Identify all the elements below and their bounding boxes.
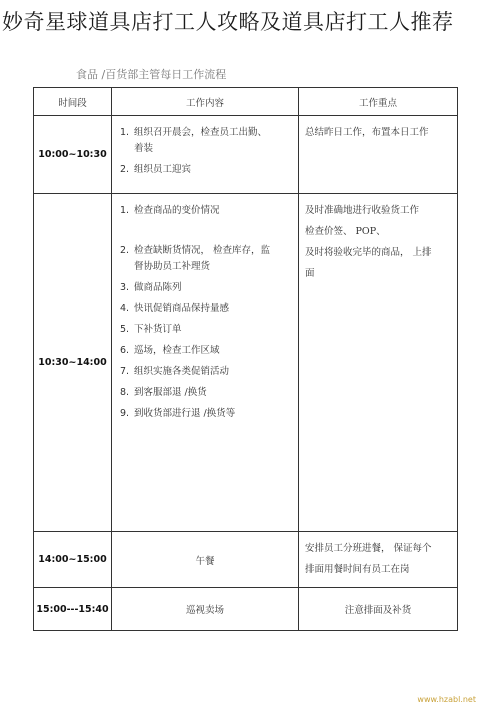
item-text: 组织召开晨会，检查员工出勤、: [134, 127, 268, 138]
item-text: 检查商品的变价情况: [134, 205, 220, 216]
content-cell: [112, 116, 299, 194]
list-item: [120, 406, 292, 422]
item-number: 7.: [120, 366, 130, 377]
item-text: 巡场，检查工作区域: [134, 345, 220, 356]
site-watermark: www.hzabl.net: [417, 695, 476, 704]
list-item: [120, 280, 292, 296]
content-cell: 午餐: [112, 532, 299, 588]
list-item: [120, 301, 292, 317]
item-number: 2.: [120, 164, 130, 175]
item-number: 1.: [120, 127, 130, 138]
list-item: [120, 125, 292, 157]
item-text: 做商品陈列: [134, 282, 182, 293]
item-text: 组织实施各类促销活动: [134, 366, 230, 377]
header-content: 工作内容: [112, 88, 299, 116]
focus-cell: [299, 116, 458, 194]
item-text: 到收货部进行退 /换货等: [134, 408, 236, 419]
focus-line: 排面用餐时间有员工在岗: [305, 564, 410, 575]
time-cell: 10:30~14:00: [34, 194, 112, 532]
item-text: 到客服部退 /换货: [134, 387, 207, 398]
item-number: 1.: [120, 205, 130, 216]
item-number: 2.: [120, 245, 130, 256]
schedule-table: [33, 87, 458, 631]
list-item: [120, 385, 292, 401]
focus-line: 及时准确地进行收验货工作: [305, 205, 420, 216]
item-number: 6.: [120, 345, 130, 356]
item-text-continued: 督协助员工补理货: [134, 261, 211, 272]
time-cell: 14:00~15:00: [34, 532, 112, 588]
item-number: 9.: [120, 408, 130, 419]
table-header-row: [34, 88, 458, 116]
header-time: 时间段: [34, 88, 112, 116]
focus-line: 及时将验收完毕的商品， 上排: [305, 247, 432, 258]
item-number: 4.: [120, 303, 130, 314]
focus-line: 面: [305, 268, 315, 279]
focus-line: 检查价签、 POP、: [305, 226, 386, 237]
item-text: 下补货订单: [134, 324, 182, 335]
header-focus: 工作重点: [299, 88, 458, 116]
item-text: 检查缺断货情况， 检查库存，监: [134, 245, 271, 256]
focus-cell: [299, 532, 458, 588]
item-text: 组织员工迎宾: [134, 164, 192, 175]
table-row: [34, 532, 458, 588]
list-item: [120, 343, 292, 359]
content-cell: [112, 194, 299, 532]
time-cell: 10:00~10:30: [34, 116, 112, 194]
list-item: [120, 203, 292, 219]
item-text: 快讯促销商品保持量感: [134, 303, 230, 314]
item-number: 3.: [120, 282, 130, 293]
list-item: [120, 364, 292, 380]
article-headline: 妙奇星球道具店打工人攻略及道具店打工人推荐: [2, 10, 454, 34]
item-number: 8.: [120, 387, 130, 398]
focus-cell: [299, 194, 458, 532]
content-cell: 巡视卖场: [112, 588, 299, 631]
table-row: [34, 116, 458, 194]
item-text-continued: 着装: [134, 143, 154, 154]
table-row: [34, 194, 458, 532]
document-title: 食品 /百货部主管每日工作流程: [76, 68, 227, 81]
focus-cell: 注意排面及补货: [299, 588, 458, 631]
focus-line: 安排员工分班进餐， 保证每个: [305, 543, 432, 554]
time-cell: 15:00---15:40: [34, 588, 112, 631]
list-item: [120, 322, 292, 338]
table-row: [34, 588, 458, 631]
focus-line: 总结昨日工作，布置本日工作: [305, 127, 429, 138]
list-item: [120, 243, 292, 275]
list-item: [120, 162, 292, 178]
item-number: 5.: [120, 324, 130, 335]
